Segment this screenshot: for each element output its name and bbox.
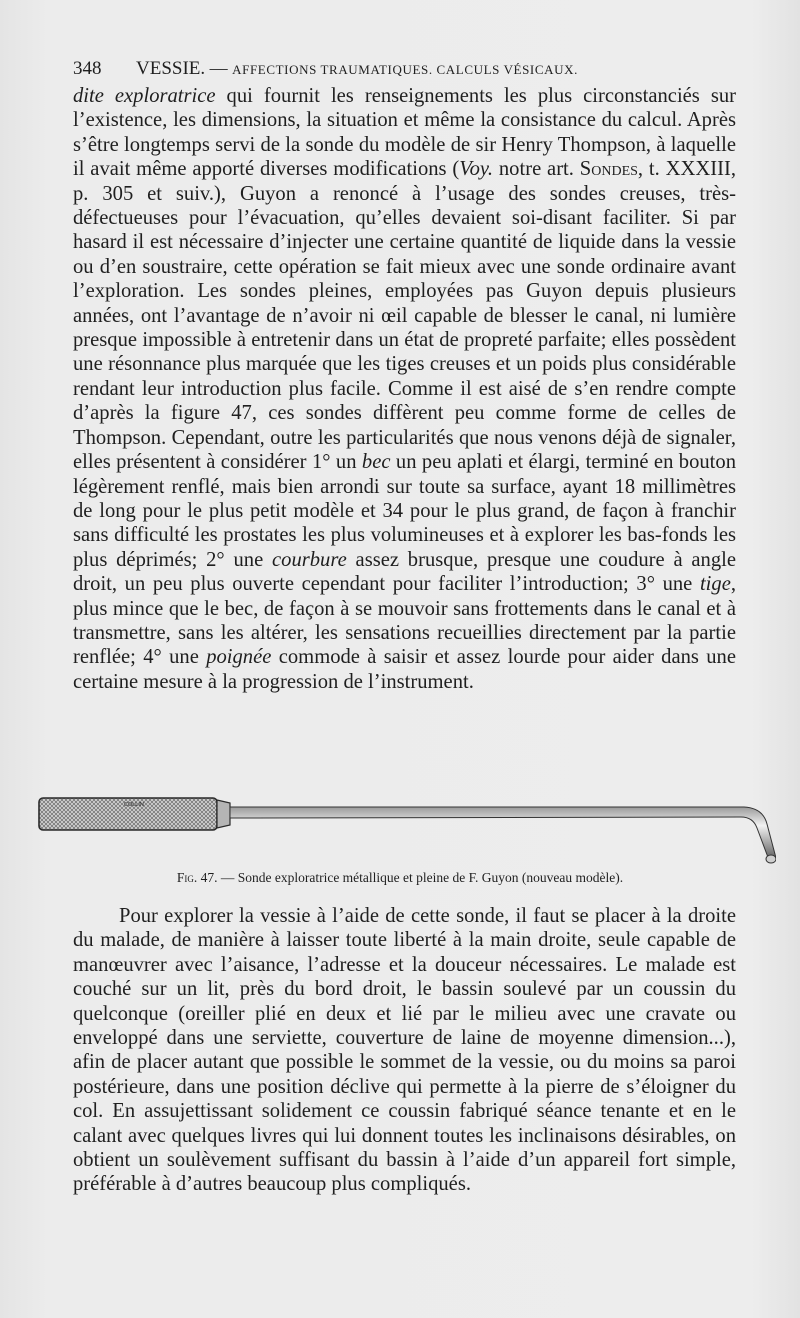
para1-seg-5: Sondes <box>579 158 638 181</box>
page-number: 348 <box>73 58 102 79</box>
para1-seg-2: qui fournit les renseignements les plus circonstanciés sur l’existence, les dimensions, la situation et même la consistance du calcul. Après s’être longtemps servi de la sonde du modèle de sir Henry Thompson, à laquelle il avait même apporté diverses modifications ( <box>73 85 736 181</box>
engraving-mark: COLLIN <box>124 802 144 808</box>
header-dash: — <box>209 58 228 78</box>
para1-seg-13: poignée <box>206 646 272 669</box>
paragraph-2: Pour explorer la vessie à l’aide de cette sonde, il faut se placer à la droite du malade, de manière à laisser toute liberté à la main droite, seule capable de manœuvrer avec l’aisance, l’adresse et la douceur nécessaires. Le malade est couché sur un lit, près du bord droit, le bassin soulevé par un coussin du quelconque (oreiller plié en deux et lié par le milieu avec une cravate ou enveloppé dans une serviette, couverture de laine de moyenne dimension...), afin de placer autant que possible le sommet de la vessie, ou du moins sa paroi postérieure, dans une position déclive qui permette à la pierre de s’éloigner du col. En assujettissant solidement ce coussin fabriqué séance tenante et en le calant avec quelques livres qui lui donnent toutes les inclinaisons désirables, on obtient un soulèvement suffisant du bassin à l’aide d’un appareil fort simple, préférable à d’autres beaucoup plus compliqués. <box>73 905 736 1196</box>
figure-caption <box>0 870 800 886</box>
sonde-shaft <box>230 807 776 863</box>
sonde-beak-tip <box>766 855 776 863</box>
para1-seg-10: assez brusque, presque une coudure à angle droit, un peu plus ouverte cependant pour faciliter l’introduction; 3° une <box>73 548 736 596</box>
paragraph-1 <box>73 84 736 694</box>
header-title: VESSIE. <box>136 58 206 79</box>
para1-seg-3: Voy. <box>459 158 494 181</box>
running-header <box>73 58 733 80</box>
para1-seg-1: dite exploratrice <box>73 85 216 107</box>
para1-seg-12: , plus mince que le bec, de façon à se mouvoir sans frottements dans le canal et à transmettre, sans les altérer, les sensations recueillies directement par la partie renflée; 4° une <box>73 573 736 669</box>
para1-seg-14: commode à saisir et assez lourde pour aider dans une certaine mesure à la progression de l’instrument. <box>73 646 736 693</box>
figure-label: Fig. 47. <box>176 870 218 885</box>
para1-seg-7: bec <box>361 451 391 474</box>
para1-seg-8: un peu aplati et élargi, terminé en bouton légèrement renflé, mais bien arrondi sur toute sa surface, ayant 18 millimètres de long pour le plus petit modèle et 34 pour le plus grand, de façon à franchir sans difficulté les prostates les plus volumineuses et à explorer les bas-fonds les plus déprimés; 2° une <box>73 451 736 571</box>
figure-caption-text: — Sonde exploratrice métallique et pleine de F. Guyon (nouveau modèle). <box>217 870 624 885</box>
sonde-handle <box>39 798 230 830</box>
para1-seg-9: courbure <box>272 548 347 571</box>
header-subtitle: AFFECTIONS TRAUMATIQUES. CALCULS VÉSICAUX. <box>232 62 578 77</box>
para1-seg-4: notre art. <box>493 158 580 181</box>
figure-47-sonde <box>36 786 776 866</box>
para1-seg-6: , t. XXXIII, p. 305 et suiv.), Guyon a renoncé à l’usage des sondes creuses, très-défectueuses pour l’évacuation, qu’elles devaient soi-disant faciliter. Si par hasard il est nécessaire d’injecter une certaine quantité de liquide dans la vessie ou d’en soustraire, cette opération se fait mieux avec une sonde ordinaire avant l’exploration. Les sondes pleines, employées pas Guyon depuis plusieurs années, ont l’avantage de n’avoir ni œil capable de blesser le canal, ni lumière presque impossible à entretenir dans un état de propreté parfaite; elles possèdent une résonnance plus marquée que les tiges creuses et un poids plus considérable rendant leur introduction plus facile. Comme il est aisé de s’en rendre compte d’après la figure 47, ces sondes diffèrent peu comme forme de celles de Thompson. Cependant, outre les particularités que nous venons déjà de signaler, elles présentent à considérer 1° un <box>73 158 736 474</box>
para1-seg-11: tige <box>699 573 731 596</box>
